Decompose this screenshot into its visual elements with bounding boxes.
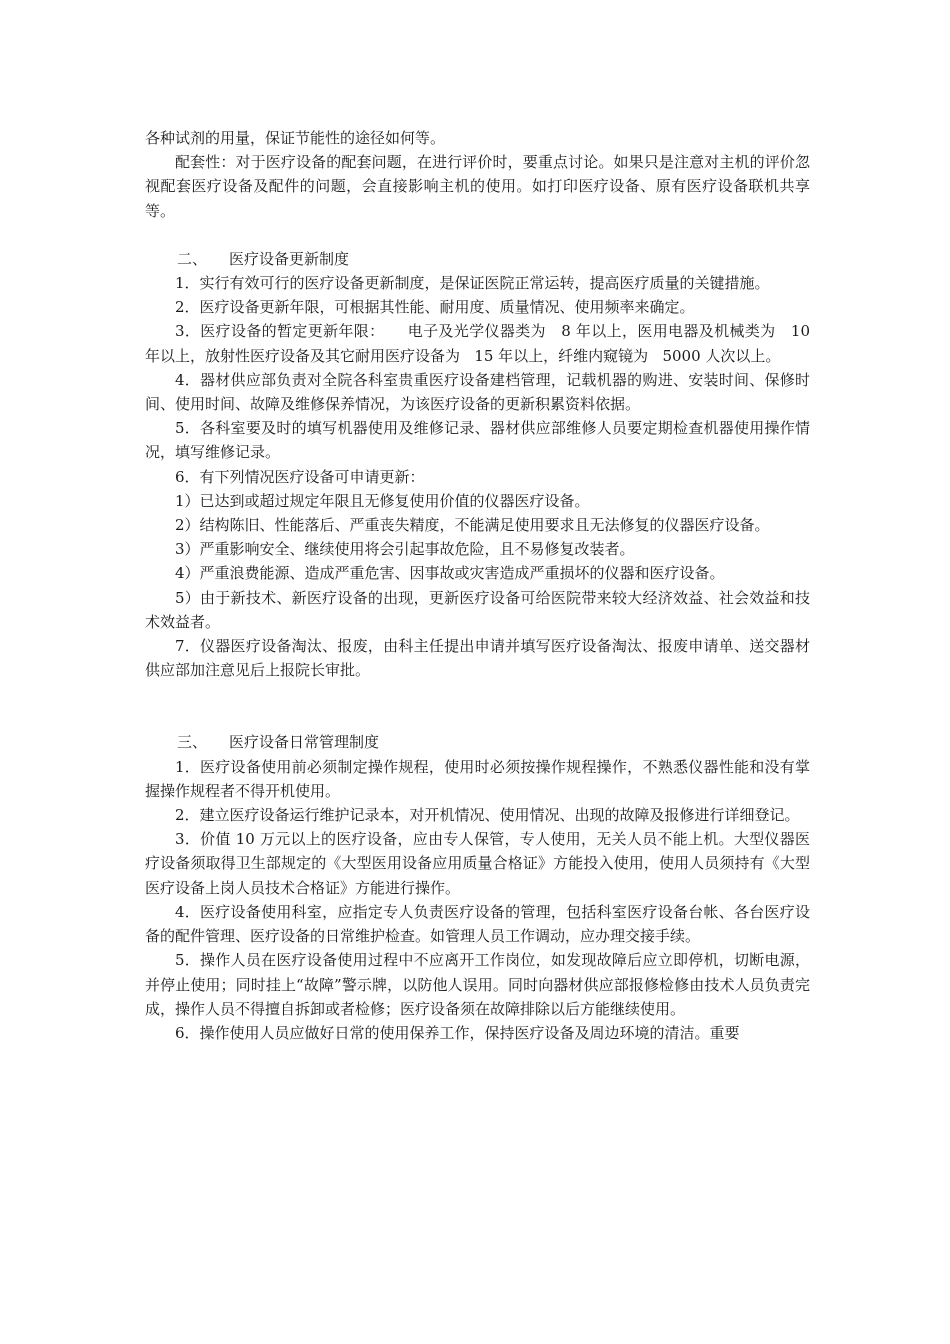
- section-title: 医疗设备更新制度: [229, 249, 350, 268]
- list-item: 5．各科室要及时的填写机器使用及维修记录、器材供应部维修人员要定期检查机器使用操作情况，填写维修记录。: [145, 419, 810, 462]
- list-item: 1）已达到或超过规定年限且无修复使用价值的仪器医疗设备。: [175, 491, 590, 510]
- list-item: 4．器材供应部负责对全院各科室贵重医疗设备建档管理，记载机器的购进、安装时间、保修时间、使用时间、故障及维修保养情况，为该医疗设备的更新积累资料依据。: [145, 370, 810, 414]
- list-item: 3．医疗设备的暂定更新年限： 电子及光学仪器类为 8 年以上，医用电器及机械类为 10 年以上，放射性医疗设备及其它耐用医疗设备为 15 年以上，纤维内窥镜为 5000 人次以上。: [145, 322, 810, 365]
- section-number: 三、: [177, 733, 208, 752]
- list-item: 3．价值 10 万元以上的医疗设备，应由专人保管，专人使用，无关人员不能上机。大型仪器医疗设备须取得卫生部规定的《大型医用设备应用质量合格证》方能投入使用，使用人员须持有《大型医疗设备上岗人员技术合格证》方能进行操作。: [145, 830, 810, 897]
- list-item: 4）严重浪费能源、造成严重危害、因事故或灾害造成严重损坏的仪器和医疗设备。: [175, 564, 725, 583]
- section-heading-3: [145, 730, 810, 754]
- list-item: 6．有下列情况医疗设备可申请更新：: [175, 467, 425, 486]
- list-item: 6．操作使用人员应做好日常的使用保养工作，保持医疗设备及周边环境的清洁。重要: [175, 1023, 740, 1042]
- list-item: 2）结构陈旧、性能落后、严重丧失精度，不能满足使用要求且无法修复的仪器医疗设备。: [175, 516, 770, 535]
- list-item: 1．实行有效可行的医疗设备更新制度，是保证医院正常运转，提高医疗质量的关键措施。: [175, 274, 770, 293]
- list-item: 1．医疗设备使用前必须制定操作规程，使用时必须按操作规程操作，不熟悉仪器性能和没有掌握操作规程者不得开机使用。: [145, 757, 810, 800]
- section-heading-2: [145, 247, 810, 271]
- list-item: 7．仪器医疗设备淘汰、报废，由科主任提出申请并填写医疗设备淘汰、报废申请单、送交器材供应部加注意见后上报院长审批。: [145, 637, 810, 680]
- paragraph: 配套性：对于医疗设备的配套问题，在进行评价时，要重点讨论。如果只是注意对主机的评价忽视配套医疗设备及配件的问题，会直接影响主机的使用。如打印医疗设备、原有医疗设备联机共享等。: [145, 153, 810, 220]
- paragraph: 各种试剂的用量，保证节能性的途径如何等。: [145, 129, 446, 147]
- section-title: 医疗设备日常管理制度: [229, 733, 380, 752]
- spacer: [145, 223, 810, 247]
- document-body: [145, 126, 810, 1045]
- section-number: 二、: [177, 249, 208, 268]
- list-item: 2．医疗设备更新年限，可根据其性能、耐用度、质量情况、使用频率来确定。: [175, 298, 695, 317]
- list-item: 5）由于新技术、新医疗设备的出现，更新医疗设备可给医院带来较大经济效益、社会效益和技术效益者。: [145, 588, 810, 631]
- list-item: 5．操作人员在医疗设备使用过程中不应离开工作岗位，如发现故障后应立即停机，切断电源，并停止使用；同时挂上“故障”警示牌，以防他人误用。同时向器材供应部报修检修由技术人员负责完成，操作人员不得擅自拆卸或者检修；医疗设备须在故障排除以后方能继续使用。: [145, 951, 810, 1018]
- list-item: 3）严重影响安全、继续使用将会引起事故危险，且不易修复改装者。: [175, 540, 635, 559]
- spacer: [145, 682, 810, 730]
- list-item: 2．建立医疗设备运行维护记录本，对开机情况、使用情况、出现的故障及报修进行详细登记。: [175, 806, 800, 825]
- list-item: 4．医疗设备使用科室，应指定专人负责医疗设备的管理，包括科室医疗设备台帐、各台医疗设备的配件管理、医疗设备的日常维护检查。如管理人员工作调动，应办理交接手续。: [145, 902, 810, 946]
